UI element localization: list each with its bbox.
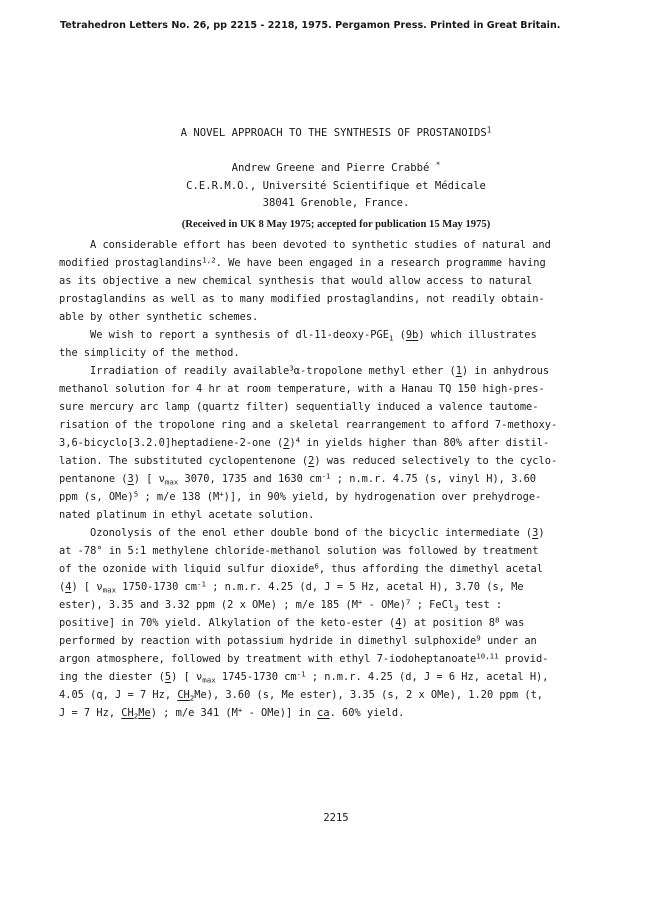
footnote-ref: 10,11: [476, 651, 499, 661]
footnote-ref: 6: [314, 561, 319, 571]
body-line: nated platinum in ethyl acetate solution.: [59, 509, 315, 521]
affiliation-institution: C.E.R.M.O., Université Scientifique et Médicale: [186, 180, 486, 192]
subscript: 1: [388, 333, 394, 343]
article-title: [0, 127, 672, 139]
compound-ref: 5: [164, 671, 172, 683]
body-line: positive] in 70% yield. Alkylation of the keto-ester (4) at position $8^8$ was: [59, 615, 525, 629]
body-line: pentanone (3) [ $\nu_{max}$ 3070, 1735 and 1630 $cm^{-1}$ ; n.m.r. 4.75 (s, vinyl H), 3.60: [59, 471, 537, 487]
received-date: (Received in UK 8 May 1975; accepted for publication 15 May 1975): [181, 219, 491, 230]
body-line: 4.05 (q, J = 7 Hz, $CH_2Me$), 3.60 (s, Me ester), 3.35 (s, 2 x OMe), 1.20 ppm (t,: [59, 689, 544, 703]
title-footnote-ref: 1: [486, 125, 492, 135]
subscript: 3: [454, 603, 459, 613]
subscript: max: [202, 675, 216, 685]
superscript: -1: [321, 471, 331, 481]
body-line: argon atmosphere, followed by treatment with ethyl 7-iodoheptanoate$^{10,11}$ provid-: [59, 651, 549, 665]
compound-ref: 4: [65, 581, 72, 593]
subscript: 2: [189, 693, 195, 703]
body-line: ppm (s, OMe)$^5$ ; m/e 138 (M+)], in 90% yield, by hydrogenation over prehydroge-: [59, 489, 542, 503]
authors: Andrew Greene and Pierre Crabbé: [231, 162, 430, 174]
superscript: +: [237, 705, 243, 715]
body-line: Ozonolysis of the enol ether double bond of the bicyclic intermediate (3): [90, 527, 545, 539]
footnote-ref: 7: [406, 597, 411, 607]
formula: CH: [121, 707, 134, 719]
body-line: (4) [ $\nu_{max}$ 1750-1730 $cm^{-1}$ ; n.m.r. 4.25 (d, J = 5 Hz, acetal H), 3.70 (s, Me: [59, 579, 524, 595]
superscript: +: [219, 489, 224, 499]
affiliation-address: 38041 Grenoble, France.: [262, 197, 410, 209]
body-line: methanol solution for 4 hr at room temperature, with a Hanau TQ 150 high-pres-: [59, 383, 545, 395]
formula: Me: [138, 707, 151, 719]
compound-ref: 4: [395, 617, 402, 629]
body-line: of the ozonide with liquid sulfur dioxide$^6$, thus affording the dimethyl acetal: [59, 561, 544, 575]
body-line: Irradiation of readily available$^3$α-tropolone methyl ether (1) in anhydrous: [90, 363, 550, 377]
footnote-ref: 8: [494, 615, 500, 625]
body-line: as its objective a new chemical synthesis that would allow access to natural: [59, 275, 533, 287]
body-line: We wish to report a synthesis of $dl-11-deoxy-PGE_1$ (9b) which illustrates: [90, 329, 537, 343]
journal-header: Tetrahedron Letters No. 26, pp 2215 - 2218, 1975. Pergamon Press. Printed in Great Britain.: [60, 20, 561, 31]
author-line: [0, 162, 672, 174]
page-number: 2215: [323, 812, 349, 824]
body-line: prostaglandins as well as to many modified prostaglandins, not readily obtain-: [59, 293, 545, 305]
footnote-ref: 9: [476, 633, 481, 643]
footnote-ref: 3: [289, 363, 294, 373]
footnote-ref: 4: [295, 435, 301, 445]
subscript: max: [164, 477, 179, 487]
body-line: lation. The substituted cyclopentenone (2) was reduced selectively to the cyclo-: [59, 455, 558, 467]
formula: CH: [177, 689, 190, 701]
compound-ref: 3: [532, 527, 539, 539]
title-text: A NOVEL APPROACH TO THE SYNTHESIS OF PROSTANOIDS: [180, 127, 487, 139]
compound-ref: 2: [283, 437, 290, 449]
superscript: -1: [296, 669, 306, 679]
body-line: ester), 3.35 and 3.32 ppm (2 x OMe) ; m/e 185 (M+ - OMe)$^7$ ; FeCl$_3$ test :: [59, 597, 503, 613]
body-line: 3,6-bicyclo[3.2.0]heptadiene-2-one $(2)^4$ in yields higher than 80% after distil-: [59, 435, 550, 449]
corresponding-author-mark: *: [435, 160, 441, 170]
body-line: the simplicity of the method.: [59, 347, 240, 359]
abbreviation: ca: [317, 707, 330, 719]
compound-ref: 1: [455, 365, 462, 377]
compound-ref: 2: [308, 455, 315, 467]
subscript: max: [102, 585, 117, 595]
body-line: A considerable effort has been devoted to synthetic studies of natural and: [90, 239, 551, 251]
superscript: +: [357, 597, 363, 607]
body-line: modified prostaglandins$^{1,2}$. We have been engaged in a research programme having: [59, 255, 546, 269]
body-line: sure mercury arc lamp (quartz filter) sequentially induced a valence tautome-: [59, 401, 539, 413]
body-line: J = 7 Hz, $CH_2Me$) ; m/e 341 (M+ - OMe)] in ca. 60% yield.: [59, 705, 405, 721]
body-line: risation of the tropolone ring and a skeletal rearrangement to afford 7-methoxy-: [59, 419, 558, 431]
compound-ref: 9b: [405, 329, 419, 341]
body-line: at -78° in 5:1 methylene chloride-methanol solution was followed by treatment: [59, 545, 539, 557]
footnote-ref: 1,2: [202, 255, 216, 265]
subscript: 2: [133, 711, 139, 721]
compound-ref: 3: [127, 473, 134, 485]
superscript: -1: [197, 579, 206, 589]
body-line: able by other synthetic schemes.: [59, 311, 259, 323]
body-line: performed by reaction with potassium hydride in dimethyl sulphoxide$^9$ under an: [59, 633, 537, 647]
footnote-ref: 5: [133, 489, 139, 499]
body-line: ing the diester (5) [ $\nu_{max}$ 1745-1730 $cm^{-1}$ ; n.m.r. 4.25 (d, J = 6 Hz, acetal H),: [59, 669, 549, 685]
